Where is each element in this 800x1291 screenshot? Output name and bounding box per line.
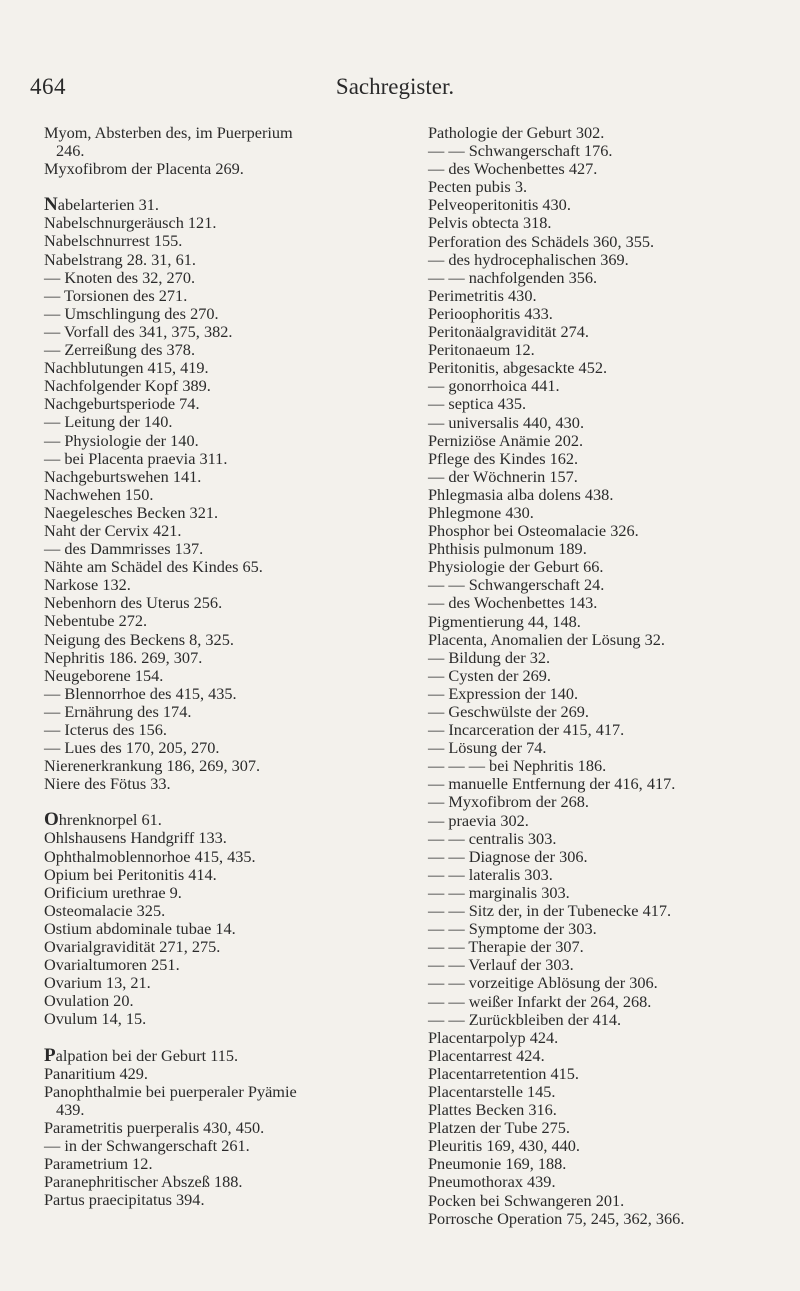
index-entry: Nephritis 186. 269, 307.: [44, 647, 203, 667]
index-entry: Peritonäalgravidität 274.: [428, 322, 589, 342]
index-entry: Perforation des Schädels 360, 355.: [428, 231, 655, 251]
index-entry: Perniziöse Anämie 202.: [428, 430, 584, 450]
index-entry: Nabelschnurgeräusch 121.: [44, 213, 217, 233]
index-entry: Ohrenknorpel 61.: [44, 809, 162, 831]
index-entry: — des Wochenbettes 143.: [428, 593, 598, 613]
index-entry: Phthisis pulmonum 189.: [428, 539, 587, 559]
index-entry: — des hydrocephalischen 369.: [428, 249, 629, 269]
index-entry: Pflege des Kindes 162.: [428, 448, 579, 468]
index-entry: Phlegmasia alba dolens 438.: [428, 484, 614, 504]
index-entry: Ohlshausens Handgriff 133.: [44, 828, 227, 848]
index-entry: Pecten pubis 3.: [428, 177, 528, 197]
index-entry: — Incarceration der 415, 417.: [428, 720, 625, 740]
index-entry: Pathologie der Geburt 302.: [428, 123, 605, 142]
index-entry: — — weißer Infarkt der 264, 268.: [428, 991, 652, 1011]
index-entry: Placentarrest 424.: [428, 1045, 545, 1065]
index-entry: — — Schwangerschaft 176.: [428, 141, 613, 161]
index-entry: Nachblutungen 415, 419.: [44, 358, 209, 378]
index-entry: Peritonitis, abgesackte 452.: [428, 358, 608, 378]
index-entry: Perimetritis 430.: [428, 285, 537, 305]
index-entry: Nachfolgender Kopf 389.: [44, 376, 211, 396]
index-entry: — in der Schwangerschaft 261.: [44, 1135, 250, 1155]
index-entry: — gonorrhoica 441.: [428, 376, 560, 396]
index-entry: — des Dammrisses 137.: [44, 539, 204, 559]
index-entry: Paranephritischer Abszeß 188.: [44, 1172, 243, 1192]
index-entry: Naht der Cervix 421.: [44, 520, 182, 540]
index-entry: Nabelarterien 31.: [44, 194, 159, 216]
index-entry: Nabelstrang 28. 31, 61.: [44, 249, 196, 269]
index-entry: Ovarialgravidität 271, 275.: [44, 937, 221, 957]
index-entry: Peritonaeum 12.: [428, 340, 535, 360]
index-entry: Placenta, Anomalien der Lösung 32.: [428, 629, 665, 649]
index-entry: Parametritis puerperalis 430, 450.: [44, 1117, 265, 1137]
index-entry: Plattes Becken 316.: [428, 1100, 557, 1120]
index-entry: Nierenerkrankung 186, 269, 307.: [44, 756, 261, 776]
index-entry: — Ernährung des 174.: [44, 701, 192, 721]
index-entry: Panaritium 429.: [44, 1063, 149, 1083]
index-entry: Pleuritis 169, 430, 440.: [428, 1136, 580, 1156]
index-entry: — Lues des 170, 205, 270.: [44, 738, 220, 758]
index-entry: — — marginalis 303.: [428, 882, 570, 902]
index-entry: — Blennorrhoe des 415, 435.: [44, 683, 237, 703]
index-entry: — — Therapie der 307.: [428, 937, 584, 957]
index-entry: Nebentube 272.: [44, 611, 148, 631]
index-entry: 439.: [56, 1099, 85, 1119]
index-entry: Physiologie der Geburt 66.: [428, 557, 604, 577]
index-entry: — Leitung der 140.: [44, 412, 173, 432]
index-entry: Placentarstelle 145.: [428, 1081, 556, 1101]
index-entry: Neugeborene 154.: [44, 665, 164, 685]
index-entry: — septica 435.: [428, 394, 527, 414]
index-entry: Phosphor bei Osteomalacie 326.: [428, 521, 639, 541]
index-entry: Pocken bei Schwangeren 201.: [428, 1190, 625, 1210]
index-entry: — Cysten der 269.: [428, 665, 551, 685]
index-entry: Phlegmone 430.: [428, 502, 534, 522]
index-entry: — — nachfolgenden 356.: [428, 267, 598, 287]
index-entry: Pelvis obtecta 318.: [428, 213, 552, 233]
running-title: Sachregister.: [335, 74, 455, 99]
index-entry: — — Sitz der, in der Tubenecke 417.: [428, 901, 672, 921]
index-entry: Nähte am Schädel des Kindes 65.: [44, 557, 263, 577]
page-number: 464: [30, 74, 66, 99]
index-entry: Parametrium 12.: [44, 1154, 153, 1174]
index-entry: — — centralis 303.: [428, 828, 557, 848]
index-entry: 246.: [56, 141, 85, 161]
index-columns: [44, 124, 789, 1274]
index-entry: — Icterus des 156.: [44, 720, 167, 739]
section-initial: N: [44, 194, 58, 216]
index-entry: Ovarialtumoren 251.: [44, 955, 180, 975]
index-entry: — universalis 440, 430.: [428, 412, 585, 432]
index-entry: Niere des Fötus 33.: [44, 774, 171, 794]
index-entry: — Physiologie der 140.: [44, 430, 199, 450]
index-entry: — der Wöchnerin 157.: [428, 466, 578, 486]
index-entry: Pneumothorax 439.: [428, 1172, 556, 1192]
index-entry: — — Symptome der 303.: [428, 919, 597, 939]
index-entry: Osteomalacie 325.: [44, 900, 166, 920]
index-entry: Pelveoperitonitis 430.: [428, 195, 571, 215]
index-entry: Ophthalmoblennorhoe 415, 435.: [44, 846, 256, 866]
index-entry: — Expression der 140.: [428, 683, 579, 703]
index-entry: — Zerreißung des 378.: [44, 340, 196, 360]
index-entry: — Torsionen des 271.: [44, 285, 188, 305]
index-entry: — Geschwülste der 269.: [428, 702, 589, 721]
index-column-left: [44, 124, 404, 1209]
index-entry: — — Zurückbleiben der 414.: [428, 1009, 622, 1029]
index-entry: Placentarpolyp 424.: [428, 1027, 559, 1047]
index-entry: Palpation bei der Geburt 115.: [44, 1044, 239, 1066]
index-entry: Ostium abdominale tubae 14.: [44, 918, 236, 938]
index-entry: Nachgeburtsperiode 74.: [44, 394, 200, 414]
section-gap: [44, 178, 404, 196]
index-entry: — Myxofibrom der 268.: [428, 792, 589, 812]
index-entry: — — lateralis 303.: [428, 864, 553, 884]
section-gap: [44, 793, 404, 811]
section-gap: [44, 1029, 404, 1047]
index-entry: Placentarretention 415.: [428, 1063, 579, 1083]
index-entry: Porrosche Operation 75, 245, 362, 366.: [428, 1208, 685, 1228]
index-entry: Panophthalmie bei puerperaler Pyämie: [44, 1081, 297, 1101]
index-entry: — Umschlingung des 270.: [44, 303, 219, 323]
index-entry: — manuelle Entfernung der 416, 417.: [428, 774, 676, 794]
index-entry: — — Schwangerschaft 24.: [428, 575, 605, 595]
index-entry: Partus praecipitatus 394.: [44, 1190, 205, 1210]
index-entry: Perioophoritis 433.: [428, 303, 553, 323]
index-entry: Nebenhorn des Uterus 256.: [44, 593, 223, 613]
index-entry: Nabelschnurrest 155.: [44, 231, 183, 251]
index-entry: Ovulation 20.: [44, 991, 134, 1011]
index-entry: Pneumonie 169, 188.: [428, 1154, 567, 1174]
index-entry: — — — bei Nephritis 186.: [428, 756, 607, 776]
index-column-right: [428, 124, 788, 1228]
index-entry: Naegelesches Becken 321.: [44, 502, 219, 522]
index-entry: Neigung des Beckens 8, 325.: [44, 629, 234, 649]
index-entry: Nachwehen 150.: [44, 484, 154, 504]
page-header: [30, 74, 760, 108]
index-entry: Ovulum 14, 15.: [44, 1009, 147, 1029]
index-entry: Orificium urethrae 9.: [44, 882, 182, 902]
index-entry: — Knoten des 32, 270.: [44, 267, 196, 287]
index-entry: — des Wochenbettes 427.: [428, 159, 598, 179]
index-entry: — — Verlauf der 303.: [428, 955, 574, 975]
index-entry: — — vorzeitige Ablösung der 306.: [428, 973, 658, 993]
index-entry: — Bildung der 32.: [428, 647, 551, 667]
index-entry: — — Diagnose der 306.: [428, 846, 588, 866]
index-entry: Myom, Absterben des, im Puerperium: [44, 123, 293, 142]
index-entry: Opium bei Peritonitis 414.: [44, 864, 217, 884]
index-entry: Ovarium 13, 21.: [44, 973, 151, 993]
index-entry: — Lösung der 74.: [428, 738, 547, 758]
section-initial: P: [44, 1044, 56, 1066]
index-entry: Myxofibrom der Placenta 269.: [44, 159, 244, 179]
index-entry: — bei Placenta praevia 311.: [44, 448, 228, 468]
section-initial: O: [44, 809, 59, 831]
index-entry: Narkose 132.: [44, 575, 131, 595]
index-entry: Platzen der Tube 275.: [428, 1118, 570, 1138]
index-entry: — Vorfall des 341, 375, 382.: [44, 321, 233, 341]
index-entry: Pigmentierung 44, 148.: [428, 611, 581, 631]
index-entry: Nachgeburtswehen 141.: [44, 466, 202, 486]
index-entry: — praevia 302.: [428, 810, 529, 830]
